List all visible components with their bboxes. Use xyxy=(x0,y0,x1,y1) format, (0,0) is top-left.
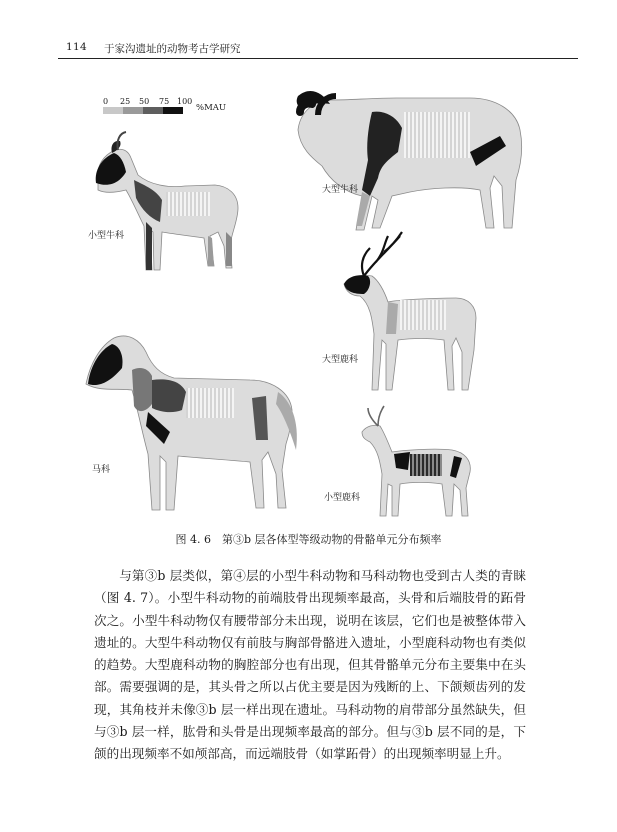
large-bovid-silhouette xyxy=(297,91,522,230)
legend-swatch-50-75 xyxy=(143,107,163,114)
label-equid: 马科 xyxy=(92,465,111,475)
mau-legend xyxy=(103,97,243,119)
legend-ticks xyxy=(103,97,193,107)
page-number: 114 xyxy=(66,41,87,53)
body-text xyxy=(94,565,526,766)
legend-tick: 50 xyxy=(139,97,150,106)
paragraph: 与第③b 层类似，第④层的小型牛科动物和马科动物也受到古人类的青睐（图 4. 7）。小型牛科动物的前端肢骨出现频率最高，头骨和后端肢骨的跖骨次之。小型牛科动物仅有腰带部分未出现，说明在该层，它们也是被整体带入遗址的。大型牛科动物仅有前肢与胸部骨骼进入遗址，小型鹿科动物也有类似的趋势。大型鹿科动物的胸腔部分也有出现，但其骨骼单元分布主要集中在头部。需要强调的是，其头骨之所以占优主要是因为残断的上、下颌颊齿列的发现，其角枝并未像③b 层一样出现在遗址。马科动物的肩带部分虽然缺失，但与③b 层一样，肱骨和头骨是出现频率最高的部分。但与③b 层不同的是，下颌的出现频率不如颅部高，而远端肢骨（如掌跖骨）的出现频率明显上升。 xyxy=(94,568,526,762)
small-bovid-silhouette xyxy=(96,132,238,270)
label-large-cervid: 大型鹿科 xyxy=(322,355,359,365)
legend-tick: 25 xyxy=(120,97,131,106)
legend-swatch-0-25 xyxy=(103,107,123,114)
label-small-cervid: 小型鹿科 xyxy=(324,493,361,503)
book-title: 于家沟遗址的动物考古学研究 xyxy=(104,43,241,55)
legend-unit: %MAU xyxy=(196,103,227,113)
small-cervid-silhouette xyxy=(362,406,470,516)
legend-tick: 100 xyxy=(177,97,193,106)
legend-tick: 0 xyxy=(103,97,109,106)
large-cervid-silhouette xyxy=(344,232,476,390)
legend-swatch-25-50 xyxy=(123,107,143,114)
figure-caption: 图 4. 6 第③b 层各体型等级动物的骨骼单元分布频率 xyxy=(175,533,442,546)
legend-swatch-75-100 xyxy=(163,107,183,114)
legend-tick: 75 xyxy=(159,97,170,106)
equid-silhouette xyxy=(86,336,297,510)
legend-swatches xyxy=(103,107,183,114)
label-large-bovid: 大型牛科 xyxy=(322,185,359,195)
label-small-bovid: 小型牛科 xyxy=(88,231,125,241)
